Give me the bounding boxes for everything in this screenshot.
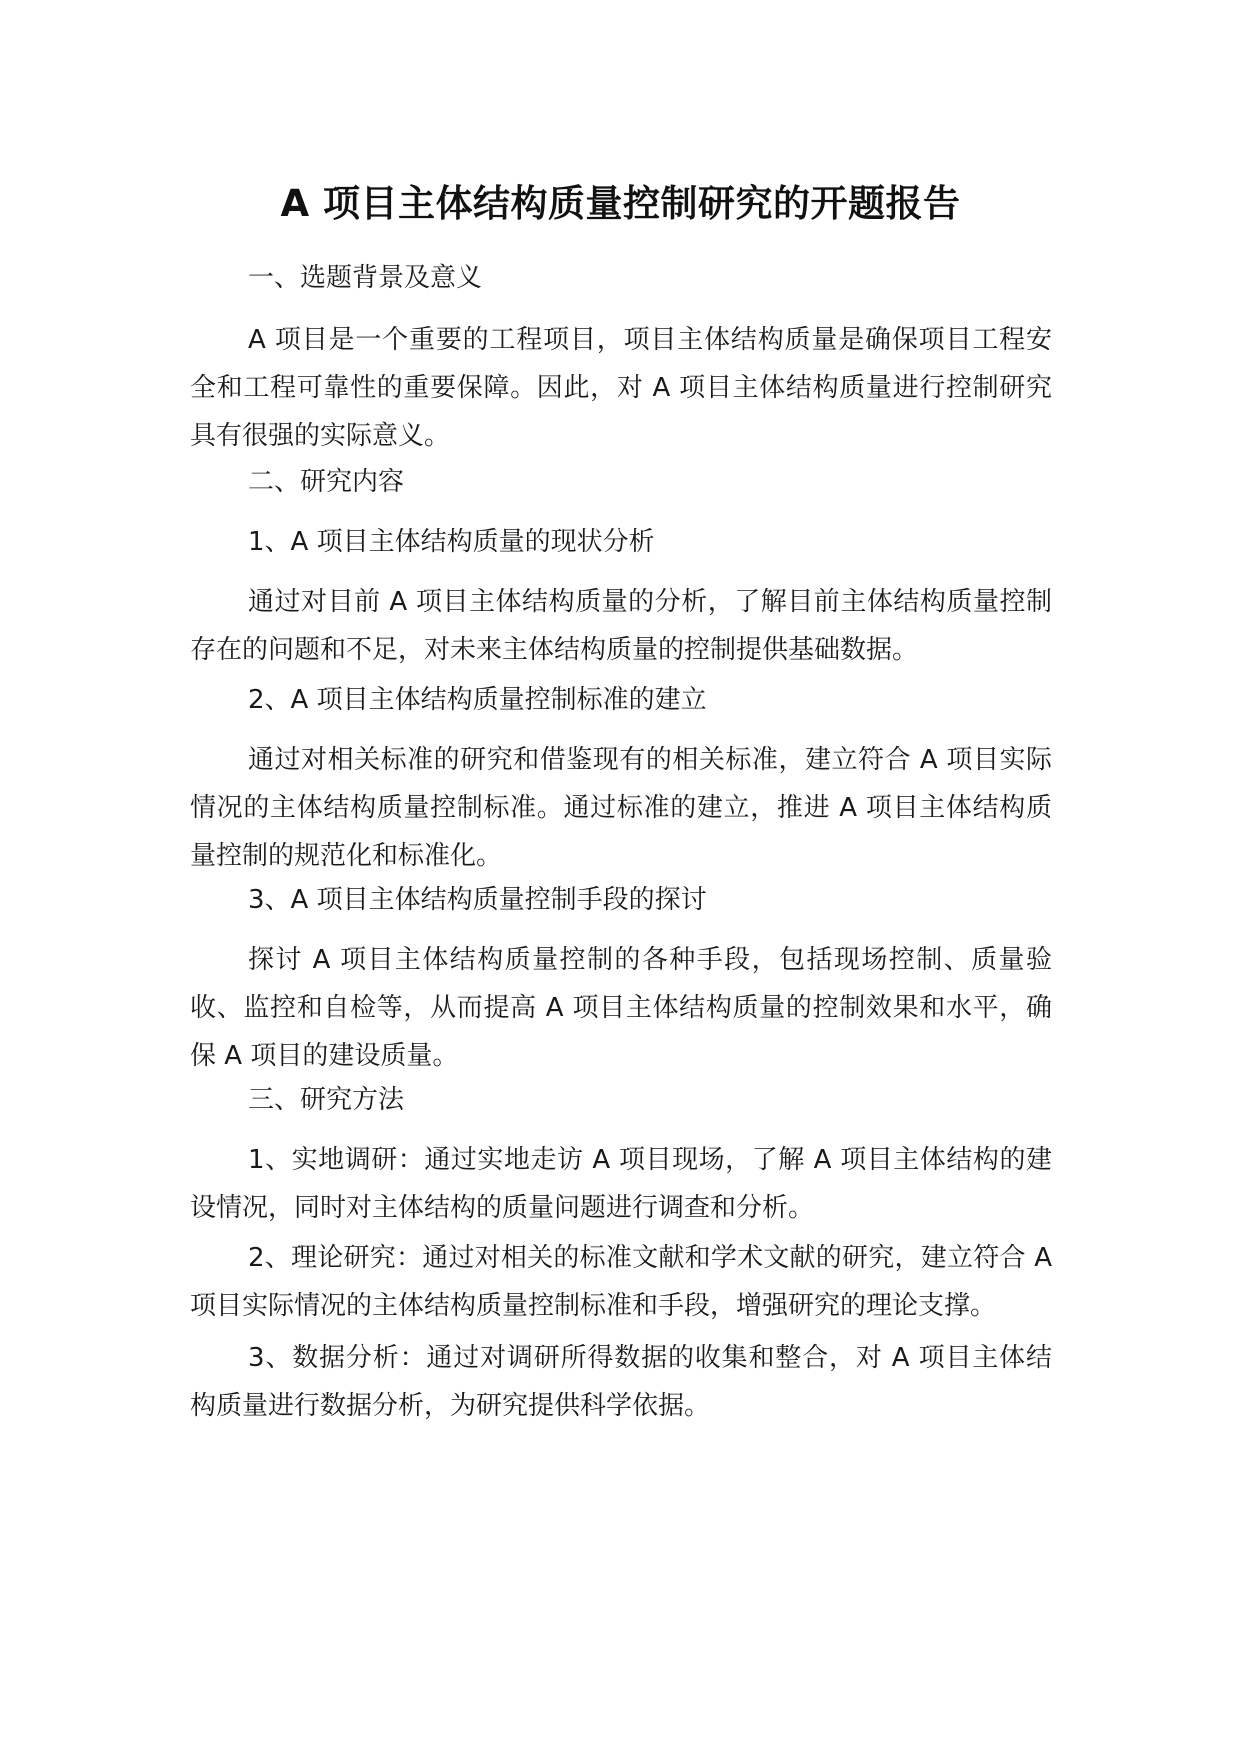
document-title: A 项目主体结构质量控制研究的开题报告 <box>280 182 961 225</box>
paragraph-control-methods: 探讨 A 项目主体结构质量控制的各种手段，包括现场控制、质量验收、监控和自检等，从而提高 A 项目主体结构质量的控制效果和水平，确保 A 项目的建设质量。 <box>190 945 1052 1071</box>
subheading-standards: 2、A 项目主体结构质量控制标准的建立 <box>248 685 707 715</box>
subheading-status-analysis: 1、A 项目主体结构质量的现状分析 <box>248 527 655 557</box>
section-heading-methods: 三、研究方法 <box>248 1085 405 1115</box>
paragraph-background: A 项目是一个重要的工程项目，项目主体结构质量是确保项目工程安全和工程可靠性的重要保障。因此，对 A 项目主体结构质量进行控制研究具有很强的实际意义。 <box>190 325 1052 451</box>
subheading-control-methods: 3、A 项目主体结构质量控制手段的探讨 <box>248 885 707 915</box>
section-heading-content: 二、研究内容 <box>248 467 405 497</box>
section-heading-background: 一、选题背景及意义 <box>248 263 483 293</box>
paragraph-status-analysis: 通过对目前 A 项目主体结构质量的分析，了解目前主体结构质量控制存在的问题和不足，对未来主体结构质量的控制提供基础数据。 <box>190 587 1052 665</box>
paragraph-theory-research: 2、理论研究：通过对相关的标准文献和学术文献的研究，建立符合 A 项目实际情况的主体结构质量控制标准和手段，增强研究的理论支撑。 <box>190 1243 1052 1321</box>
paragraph-field-research: 1、实地调研：通过实地走访 A 项目现场，了解 A 项目主体结构的建设情况，同时对主体结构的质量问题进行调查和分析。 <box>190 1145 1052 1223</box>
paragraph-standards: 通过对相关标准的研究和借鉴现有的相关标准，建立符合 A 项目实际情况的主体结构质量控制标准。通过标准的建立，推进 A 项目主体结构质量控制的规范化和标准化。 <box>190 745 1052 871</box>
paragraph-data-analysis: 3、数据分析：通过对调研所得数据的收集和整合，对 A 项目主体结构质量进行数据分析，为研究提供科学依据。 <box>190 1343 1052 1421</box>
